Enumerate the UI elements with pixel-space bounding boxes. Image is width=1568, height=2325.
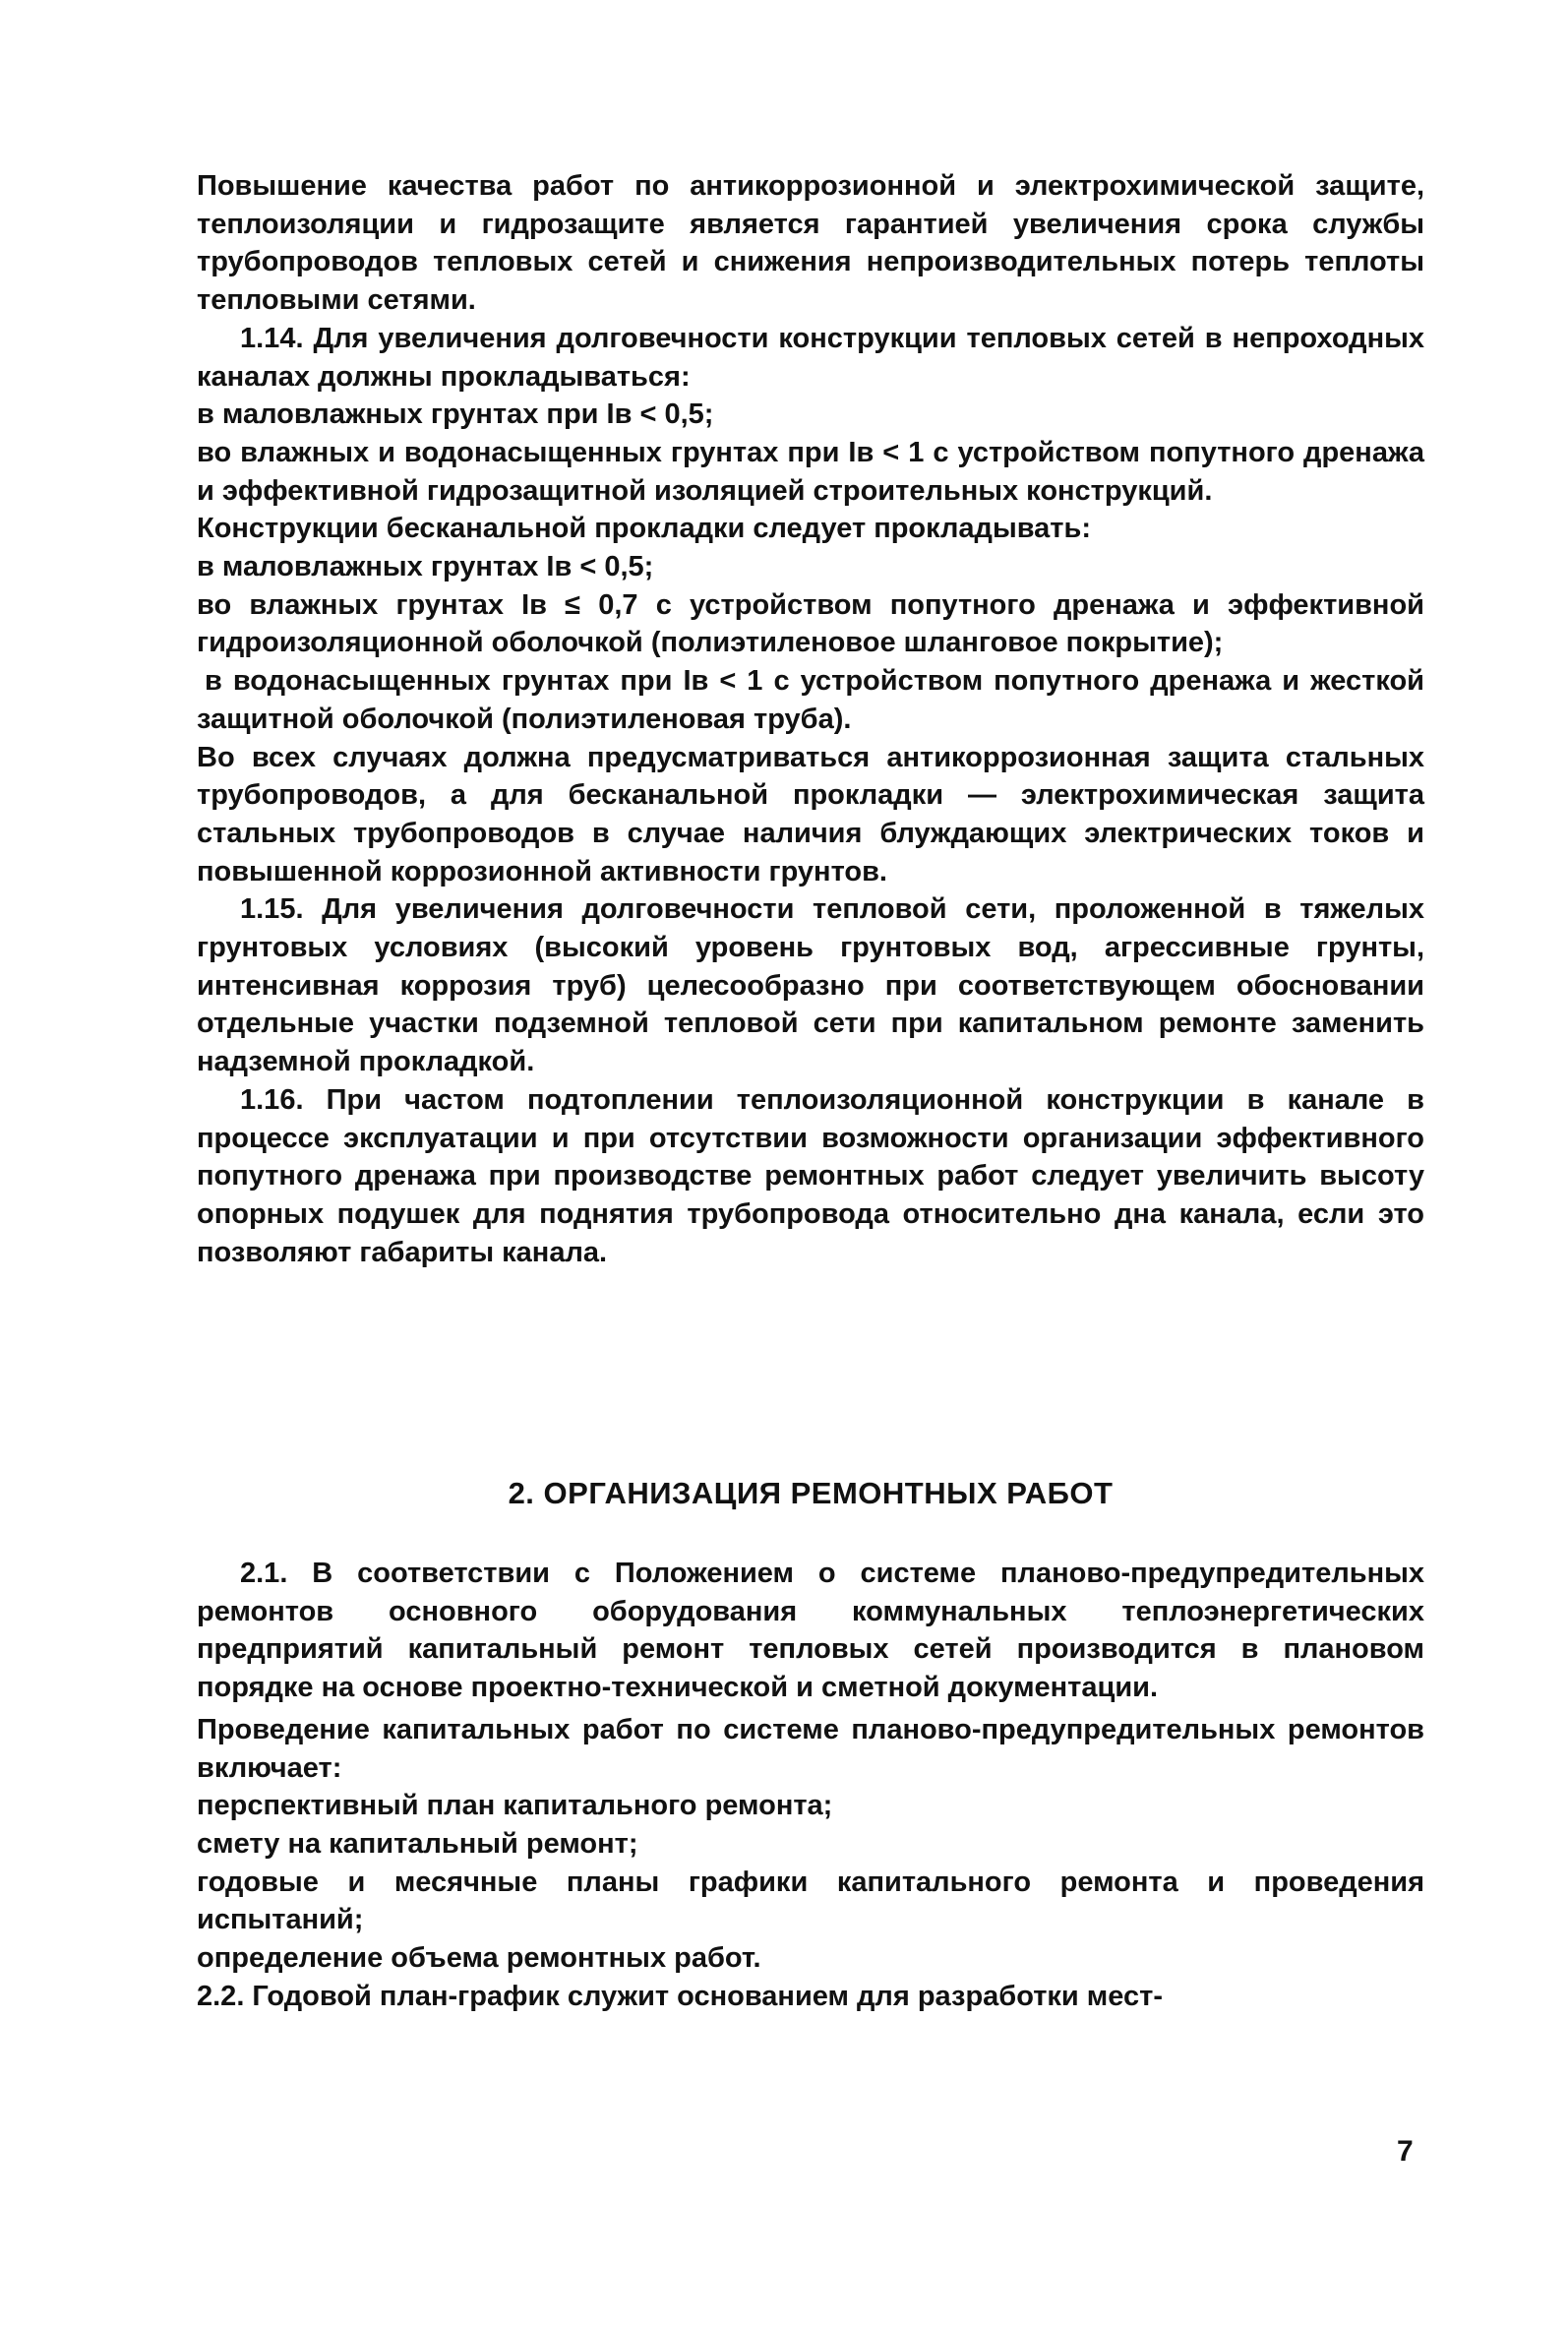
list-item-perspective-plan: перспективный план капитального ремонта; bbox=[197, 1790, 833, 1822]
paragraph-quality: Повышение качества работ по антикоррозионной и электрохимической защите, теплоизоляции и гидрозащите является гарантией увеличения срока службы трубопроводов тепловых сетей и снижения непроизводительных потерь теплоты тепловыми сетями. bbox=[197, 170, 1424, 317]
paragraph-1-15: 1.15. Для увеличения долговечности тепловой сети, проложенной в тяжелых грунтовых условиях (высокий уровень грунтовых вод, агрессивные грунты, интенсивная коррозия труб) целесообразно при соответствующем обосновании отдельные участки подземной тепловой сети при капитальном ремонте заменить надземной прокладкой. bbox=[197, 893, 1424, 1078]
section-2-text bbox=[197, 1555, 1424, 2015]
list-item-schedules: годовые и месячные планы графики капитального ремонта и проведения испытаний; bbox=[197, 1866, 1424, 1936]
list-item-low-moisture-channel: в маловлажных грунтах при Iв < 0,5; bbox=[197, 398, 714, 431]
list-item-estimate: смету на капитальный ремонт; bbox=[197, 1827, 638, 1860]
section-1-text bbox=[197, 167, 1424, 1271]
paragraph-1-16: 1.16. При частом подтоплении теплоизоляционной конструкции в канале в процессе эксплуатации и при отсутствии возможности организации эффективного попутного дренажа при производстве ремонтных работ следует увеличить высоту опорных подушек для поднятия трубопровода относительно дна канала, если это позволяют габариты канала. bbox=[197, 1083, 1424, 1268]
paragraph-includes: Проведение капитальных работ по системе планово-предупредительных ремонтов включает: bbox=[197, 1713, 1424, 1784]
paragraph-2-1: 2.1. В соответствии с Положением о системе планово-предупредительных ремонтов основного оборудования коммунальных теплоэнергетических предприятий капитальный ремонт тепловых сетей производится в плановом порядке на основе проектно-технической и сметной документации. bbox=[197, 1558, 1424, 1704]
paragraph-all-cases: Во всех случаях должна предусматриваться антикоррозионная защита стальных трубопроводов, а для бесканальной прокладки — электрохимическая защита стальных трубопроводов в случае наличия блуждающих электрических токов и повышенной коррозионной активности грунтов. bbox=[197, 741, 1424, 887]
list-item-wet-channel: во влажных и водонасыщенных грунтах при Iв < 1 с устройством попутного дренажа и эффективной гидрозащитной изоляцией строительных конструкций. bbox=[197, 436, 1424, 507]
paragraph-nochannel-lead: Конструкции бесканальной прокладки следует прокладывать: bbox=[197, 513, 1091, 545]
list-item-wet-nochannel: во влажных грунтах Iв ≤ 0,7 с устройством попутного дренажа и эффективной гидроизоляционной оболочкой (полиэтиленовое шланговое покрытие); bbox=[197, 588, 1424, 659]
list-item-low-moisture-nochannel: в маловлажных грунтах Iв < 0,5; bbox=[197, 551, 654, 583]
page-number: 7 bbox=[1397, 2135, 1414, 2168]
paragraph-2-2: 2.2. Годовой план-график служит основанием для разработки мест- bbox=[197, 1980, 1163, 2012]
section-2-heading: 2. ОРГАНИЗАЦИЯ РЕМОНТНЫХ РАБОТ bbox=[508, 1476, 1114, 1510]
list-item-saturated-nochannel: в водонасыщенных грунтах при Iв < 1 с устройством попутного дренажа и жесткой защитной оболочкой (полиэтиленовая труба). bbox=[197, 665, 1424, 735]
list-item-volume: определение объема ремонтных работ. bbox=[197, 1942, 761, 1975]
paragraph-1-14-lead: 1.14. Для увеличения долговечности конструкции тепловых сетей в непроходных каналах должны прокладываться: bbox=[197, 322, 1424, 393]
